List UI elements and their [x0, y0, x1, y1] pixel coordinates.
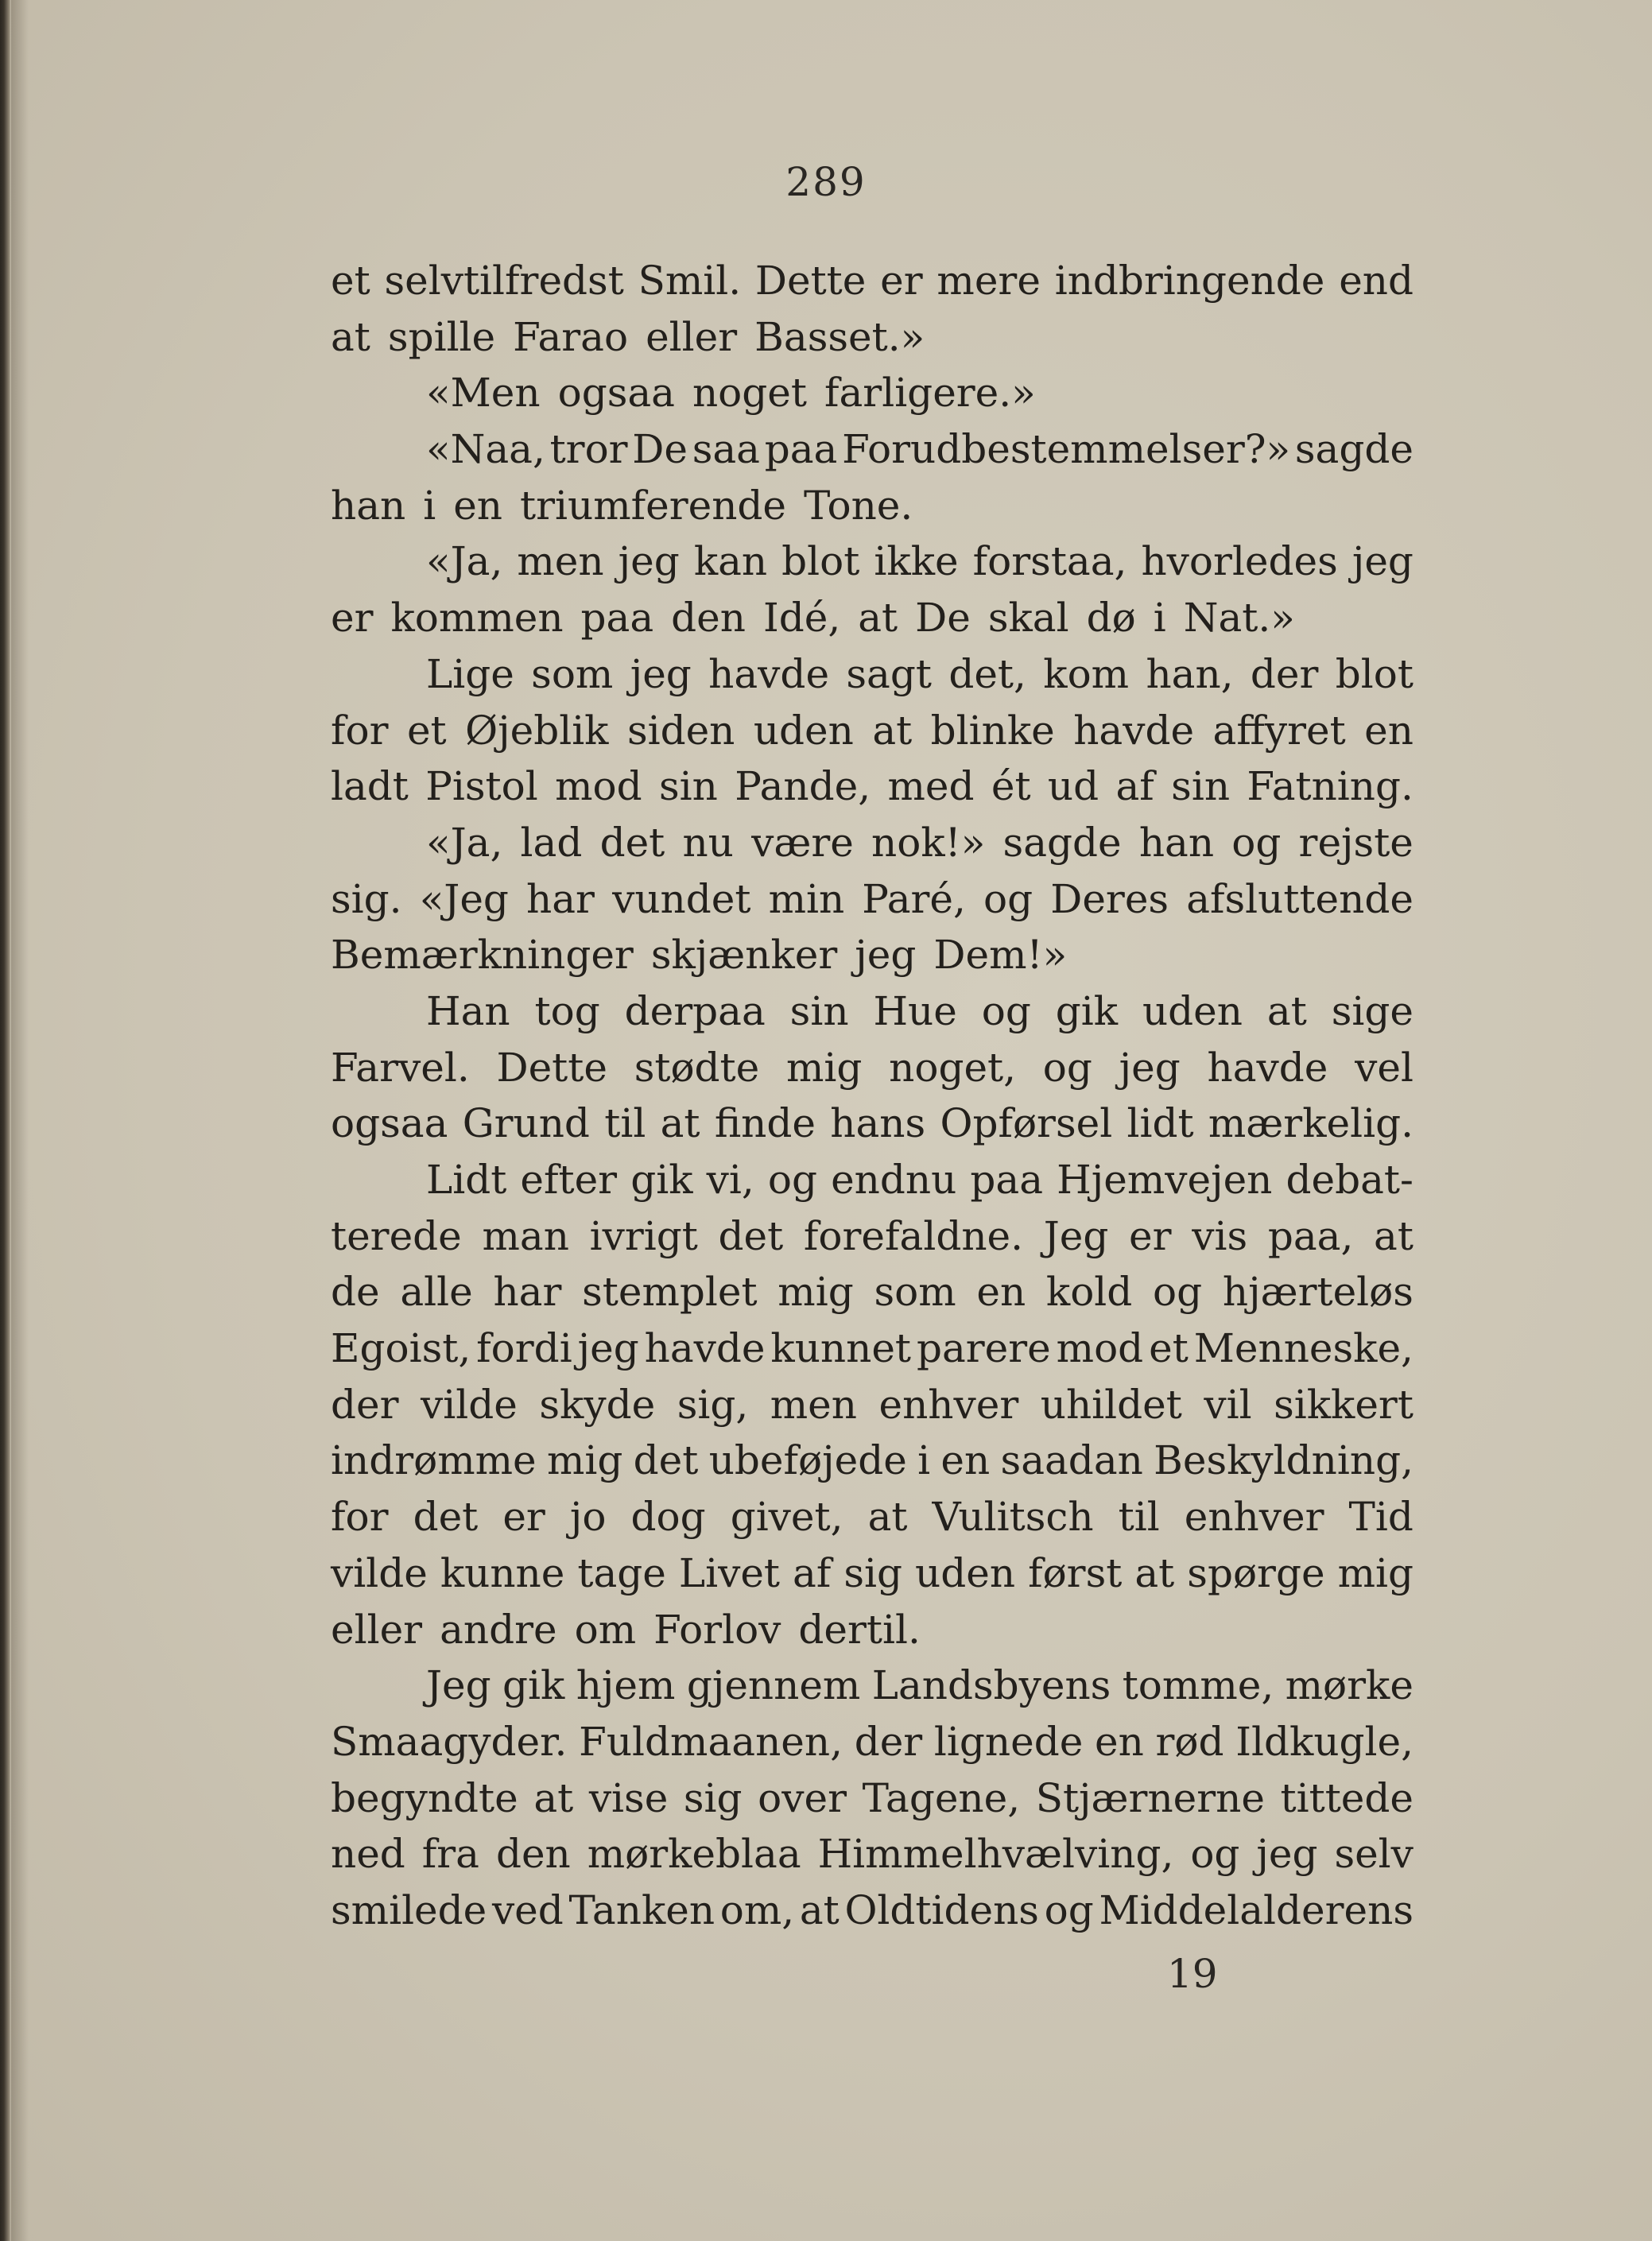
word: at	[1374, 1212, 1414, 1259]
word: enhver	[878, 1381, 1019, 1428]
word: for	[331, 1494, 389, 1541]
word: og	[1044, 1886, 1094, 1933]
text-line	[331, 309, 1414, 366]
word: gik	[1055, 987, 1119, 1034]
word: endnu	[831, 1157, 957, 1203]
word: Jeg	[426, 1662, 491, 1709]
word: ved	[491, 1886, 564, 1933]
word: ogsaa	[331, 1100, 448, 1147]
word: andre	[440, 1606, 557, 1653]
word: som	[531, 650, 614, 697]
word: og	[1231, 819, 1282, 866]
word: et	[406, 707, 447, 754]
word: ét	[991, 763, 1031, 810]
word: spørge	[1187, 1549, 1325, 1596]
word: om,	[719, 1886, 795, 1933]
word: det	[718, 1212, 784, 1259]
text-line	[331, 703, 1414, 759]
word: triumferende	[520, 482, 787, 529]
word: jeg	[1256, 1831, 1318, 1878]
word: Stjærnerne	[1035, 1774, 1265, 1821]
word: tage	[577, 1549, 666, 1596]
word: Nat.»	[1183, 595, 1295, 642]
word: Hue	[873, 987, 957, 1034]
word: parere	[916, 1325, 1051, 1372]
word: dertil.	[798, 1606, 921, 1653]
word: vi,	[706, 1157, 754, 1203]
word: om	[574, 1606, 637, 1653]
word: Beskyldning,	[1154, 1437, 1414, 1484]
word: Ildkugle,	[1235, 1718, 1414, 1765]
word: paa	[580, 595, 654, 642]
word: afsluttende	[1186, 875, 1414, 922]
word: der	[331, 1381, 399, 1428]
word: og	[1042, 1044, 1092, 1091]
word: han	[1138, 819, 1215, 866]
word: det,	[948, 650, 1026, 697]
word: det	[599, 819, 665, 866]
word: at	[872, 707, 913, 754]
word: mørkeblaa	[587, 1831, 801, 1878]
word: De	[915, 595, 971, 642]
word: givet,	[730, 1494, 843, 1541]
word: mørke	[1285, 1662, 1414, 1709]
word: blot	[781, 538, 860, 585]
word: vilde	[331, 1549, 428, 1596]
word: noget	[692, 370, 807, 417]
word: forstaa,	[972, 538, 1127, 585]
word: «Men	[426, 370, 541, 417]
word: vil	[1204, 1381, 1252, 1428]
text-line	[331, 1152, 1414, 1208]
word: Pande,	[735, 763, 871, 810]
word: af	[1115, 763, 1154, 810]
word: kunne	[440, 1549, 565, 1596]
word: først	[1028, 1549, 1123, 1596]
word: og	[1153, 1269, 1203, 1316]
word: Hjemvejen	[1057, 1157, 1273, 1203]
word: Livet	[678, 1549, 780, 1596]
word: at	[331, 313, 370, 360]
word: Basset.»	[754, 313, 925, 360]
word: ikke	[874, 538, 959, 585]
word: end	[1339, 258, 1414, 304]
word: mærkelig.	[1208, 1100, 1414, 1147]
gutter-shadow	[11, 0, 29, 2241]
word: er	[331, 595, 374, 642]
word: Forudbestemmelser?»	[842, 426, 1291, 473]
word: og	[981, 987, 1031, 1034]
word: sikkert	[1274, 1381, 1414, 1428]
word: at	[799, 1886, 840, 1933]
word: ud	[1047, 763, 1099, 810]
word: eller	[331, 1606, 423, 1653]
word: selvtilfredst	[384, 258, 624, 304]
word: saa	[692, 426, 760, 473]
word: Dem!»	[933, 932, 1068, 979]
word: Paré,	[862, 875, 966, 922]
word: ladt	[331, 763, 409, 810]
word: kommen	[390, 595, 564, 642]
word: efter	[520, 1157, 618, 1203]
word: men	[770, 1381, 857, 1428]
word: for	[331, 707, 389, 754]
word: jeg	[618, 538, 680, 585]
body-text	[331, 253, 1414, 1939]
word: sin	[789, 987, 849, 1034]
word: tittede	[1280, 1774, 1414, 1821]
word: sig,	[677, 1381, 749, 1428]
word: «Jeg	[419, 875, 509, 922]
word: sin	[659, 763, 718, 810]
word: blinke	[930, 707, 1055, 754]
word: affyret	[1212, 707, 1346, 754]
word: hans	[830, 1100, 926, 1147]
word: sige	[1331, 987, 1414, 1034]
word: Farvel.	[331, 1044, 470, 1091]
word: man	[482, 1212, 569, 1259]
word: mig	[546, 1437, 623, 1484]
word: selv	[1334, 1831, 1414, 1878]
word: i	[1153, 595, 1166, 642]
word: Menneske,	[1193, 1325, 1414, 1372]
word: det	[633, 1437, 699, 1484]
signature-mark: 19	[1167, 1951, 1218, 1997]
word: Jeg	[1043, 1212, 1109, 1259]
word: Landsbyens	[871, 1662, 1111, 1709]
word: som	[874, 1269, 956, 1316]
word: jeg	[1351, 538, 1414, 585]
word: vis	[1192, 1212, 1248, 1259]
text-line	[331, 1826, 1414, 1882]
page-number: 289	[785, 159, 867, 205]
word: Dette	[754, 258, 867, 304]
word: «Ja,	[426, 819, 503, 866]
word: ned	[331, 1831, 405, 1878]
word: ivrigt	[589, 1212, 698, 1259]
word: Egoist,	[331, 1325, 471, 1372]
word: der	[854, 1718, 923, 1765]
word: i	[423, 482, 436, 529]
word: dø	[1086, 595, 1136, 642]
word: den	[495, 1831, 571, 1878]
word: Himmelhvælving,	[817, 1831, 1174, 1878]
word: han	[331, 482, 406, 529]
word: jo	[569, 1494, 607, 1541]
word: Grund	[462, 1100, 590, 1147]
word: med	[887, 763, 975, 810]
word: Lidt	[426, 1157, 507, 1203]
text-line	[331, 1602, 1414, 1658]
word: til	[1118, 1494, 1160, 1541]
word: jeg	[630, 650, 692, 697]
word: Farao	[513, 313, 629, 360]
text-line	[331, 253, 1414, 309]
word: rød	[1155, 1718, 1224, 1765]
word: at	[533, 1774, 574, 1821]
word: noget,	[889, 1044, 1017, 1091]
word: Tanken	[568, 1886, 715, 1933]
word: skjænker	[650, 932, 838, 979]
word: derpaa	[624, 987, 766, 1034]
word: lidt	[1127, 1100, 1194, 1147]
text-line	[331, 871, 1414, 928]
word: en	[453, 482, 503, 529]
word: men	[517, 538, 604, 585]
text-line	[331, 478, 1414, 534]
word: tror	[549, 426, 628, 473]
word: at	[1134, 1549, 1175, 1596]
text-line	[331, 1095, 1414, 1152]
word: sagde	[1294, 426, 1414, 473]
word: mig	[778, 1269, 854, 1316]
word: vel	[1355, 1044, 1414, 1091]
word: paa,	[1267, 1212, 1354, 1259]
word: en	[1364, 707, 1414, 754]
word: paa	[970, 1157, 1044, 1203]
word: den	[671, 595, 746, 642]
word: der	[1250, 650, 1319, 697]
word: Opførsel	[940, 1100, 1113, 1147]
word: Smil.	[638, 258, 742, 304]
word: havde	[1073, 707, 1195, 754]
word: «Naa,	[426, 426, 545, 473]
word: Tagene,	[862, 1774, 1021, 1821]
word: hvorledes	[1141, 538, 1338, 585]
text-line	[331, 1433, 1414, 1489]
word: Pistol	[425, 763, 538, 810]
word: skyde	[539, 1381, 656, 1428]
word: tomme,	[1122, 1662, 1274, 1709]
text-line	[331, 421, 1414, 478]
word: uhildet	[1040, 1381, 1182, 1428]
word: sagde	[1002, 819, 1122, 866]
word: mod	[555, 763, 642, 810]
word: Tid	[1348, 1494, 1414, 1541]
word: paa	[764, 426, 838, 473]
word: Middelalderens	[1099, 1886, 1414, 1933]
word: «Ja,	[426, 538, 503, 585]
book-spine-edge	[0, 0, 11, 2241]
word: Bemærkninger	[331, 932, 634, 979]
word: være	[751, 819, 854, 866]
word: Tone.	[804, 482, 913, 529]
word: kan	[693, 538, 768, 585]
word: jeg	[577, 1325, 639, 1372]
word: i	[917, 1437, 931, 1484]
text-line	[331, 1545, 1414, 1602]
word: over	[758, 1774, 847, 1821]
text-line	[331, 1040, 1414, 1096]
word: siden	[626, 707, 735, 754]
word: hjem	[576, 1662, 676, 1709]
word: at	[660, 1100, 700, 1147]
word: et	[1149, 1325, 1189, 1372]
text-line	[331, 1489, 1414, 1545]
word: De	[632, 426, 688, 473]
text-line	[331, 1208, 1414, 1265]
word: lad	[520, 819, 583, 866]
word: finde	[714, 1100, 816, 1147]
word: kold	[1045, 1269, 1133, 1316]
word: er	[1129, 1212, 1172, 1259]
word: tog	[534, 987, 600, 1034]
word: kunnet	[770, 1325, 912, 1372]
text-line	[331, 758, 1414, 815]
word: enhver	[1184, 1494, 1324, 1541]
word: Øjeblik	[465, 707, 609, 754]
word: Smaagyder.	[331, 1718, 568, 1765]
word: mig	[1337, 1549, 1414, 1596]
word: vilde	[421, 1381, 518, 1428]
word: begyndte	[331, 1774, 518, 1821]
word: min	[768, 875, 845, 922]
word: fordi	[476, 1325, 572, 1372]
word: gik	[502, 1662, 565, 1709]
word: til	[604, 1100, 646, 1147]
word: forefaldne.	[803, 1212, 1024, 1259]
word: mig	[785, 1044, 863, 1091]
text-line	[331, 1770, 1414, 1827]
word: at	[858, 595, 898, 642]
word: alle	[400, 1269, 473, 1316]
word: og	[1190, 1831, 1240, 1878]
text-line	[331, 1320, 1414, 1377]
word: sig.	[331, 875, 402, 922]
word: gik	[630, 1157, 693, 1203]
word: uden	[753, 707, 854, 754]
word: jeg	[855, 932, 917, 979]
word: sagt	[846, 650, 932, 697]
word: stødte	[634, 1044, 760, 1091]
word: dog	[630, 1494, 706, 1541]
word: spille	[387, 313, 496, 360]
text-line	[331, 533, 1414, 590]
text-line	[331, 983, 1414, 1040]
word: indrømme	[331, 1437, 537, 1484]
word: at	[867, 1494, 908, 1541]
word: Fuldmaanen,	[579, 1718, 843, 1765]
word: saadan	[1000, 1437, 1143, 1484]
text-line	[331, 1714, 1414, 1770]
word: en	[940, 1437, 991, 1484]
word: har	[526, 875, 595, 922]
word: hjærteløs	[1222, 1269, 1414, 1316]
word: de	[331, 1269, 380, 1316]
word: Forlov	[653, 1606, 781, 1653]
word: mere	[937, 258, 1041, 304]
word: er	[880, 258, 923, 304]
word: en	[976, 1269, 1026, 1316]
word: Vulitsch	[932, 1494, 1094, 1541]
word: Lige	[426, 650, 514, 697]
word: Oldtidens	[844, 1886, 1039, 1933]
word: Han	[426, 987, 510, 1034]
text-line	[331, 646, 1414, 703]
text-line	[331, 927, 1414, 983]
word: smilede	[331, 1886, 487, 1933]
word: et	[331, 258, 370, 304]
word: fra	[421, 1831, 479, 1878]
word: Idé,	[762, 595, 841, 642]
text-line	[331, 1882, 1414, 1939]
word: vundet	[612, 875, 751, 922]
word: har	[493, 1269, 562, 1316]
word: terede	[331, 1212, 462, 1259]
text-line	[331, 1657, 1414, 1714]
word: han,	[1146, 650, 1234, 697]
word: ubeføjede	[708, 1437, 907, 1484]
word: nu	[682, 819, 734, 866]
word: havde	[1207, 1044, 1328, 1091]
word: Dette	[496, 1044, 607, 1091]
word: uden	[1142, 987, 1243, 1034]
word: blot	[1335, 650, 1414, 697]
word: en	[1095, 1718, 1144, 1765]
word: farligere.»	[824, 370, 1036, 417]
word: havde	[644, 1325, 766, 1372]
word: skal	[987, 595, 1069, 642]
word: kom	[1043, 650, 1130, 697]
text-line	[331, 1377, 1414, 1433]
word: Fatning.	[1247, 763, 1414, 810]
word: og	[983, 875, 1033, 922]
word: vise	[588, 1774, 669, 1821]
word: at	[1266, 987, 1307, 1034]
text-line	[331, 590, 1414, 646]
word: debat-	[1286, 1157, 1414, 1203]
word: er	[502, 1494, 545, 1541]
text-line	[331, 365, 1414, 421]
word: sig	[683, 1774, 743, 1821]
text-line	[331, 815, 1414, 871]
word: stemplet	[582, 1269, 758, 1316]
word: af	[793, 1549, 832, 1596]
word: indbringende	[1054, 258, 1325, 304]
word: og	[767, 1157, 817, 1203]
word: sig	[843, 1549, 903, 1596]
word: det	[413, 1494, 479, 1541]
word: ogsaa	[557, 370, 675, 417]
word: eller	[646, 313, 738, 360]
word: lignede	[933, 1718, 1084, 1765]
word: sin	[1171, 763, 1231, 810]
word: mod	[1056, 1325, 1144, 1372]
word: uden	[915, 1549, 1016, 1596]
word: jeg	[1119, 1044, 1181, 1091]
word: nok!»	[871, 819, 986, 866]
word: havde	[708, 650, 830, 697]
word: rejste	[1298, 819, 1414, 866]
word: Deres	[1050, 875, 1169, 922]
word: gjennem	[686, 1662, 861, 1709]
text-line	[331, 1264, 1414, 1320]
